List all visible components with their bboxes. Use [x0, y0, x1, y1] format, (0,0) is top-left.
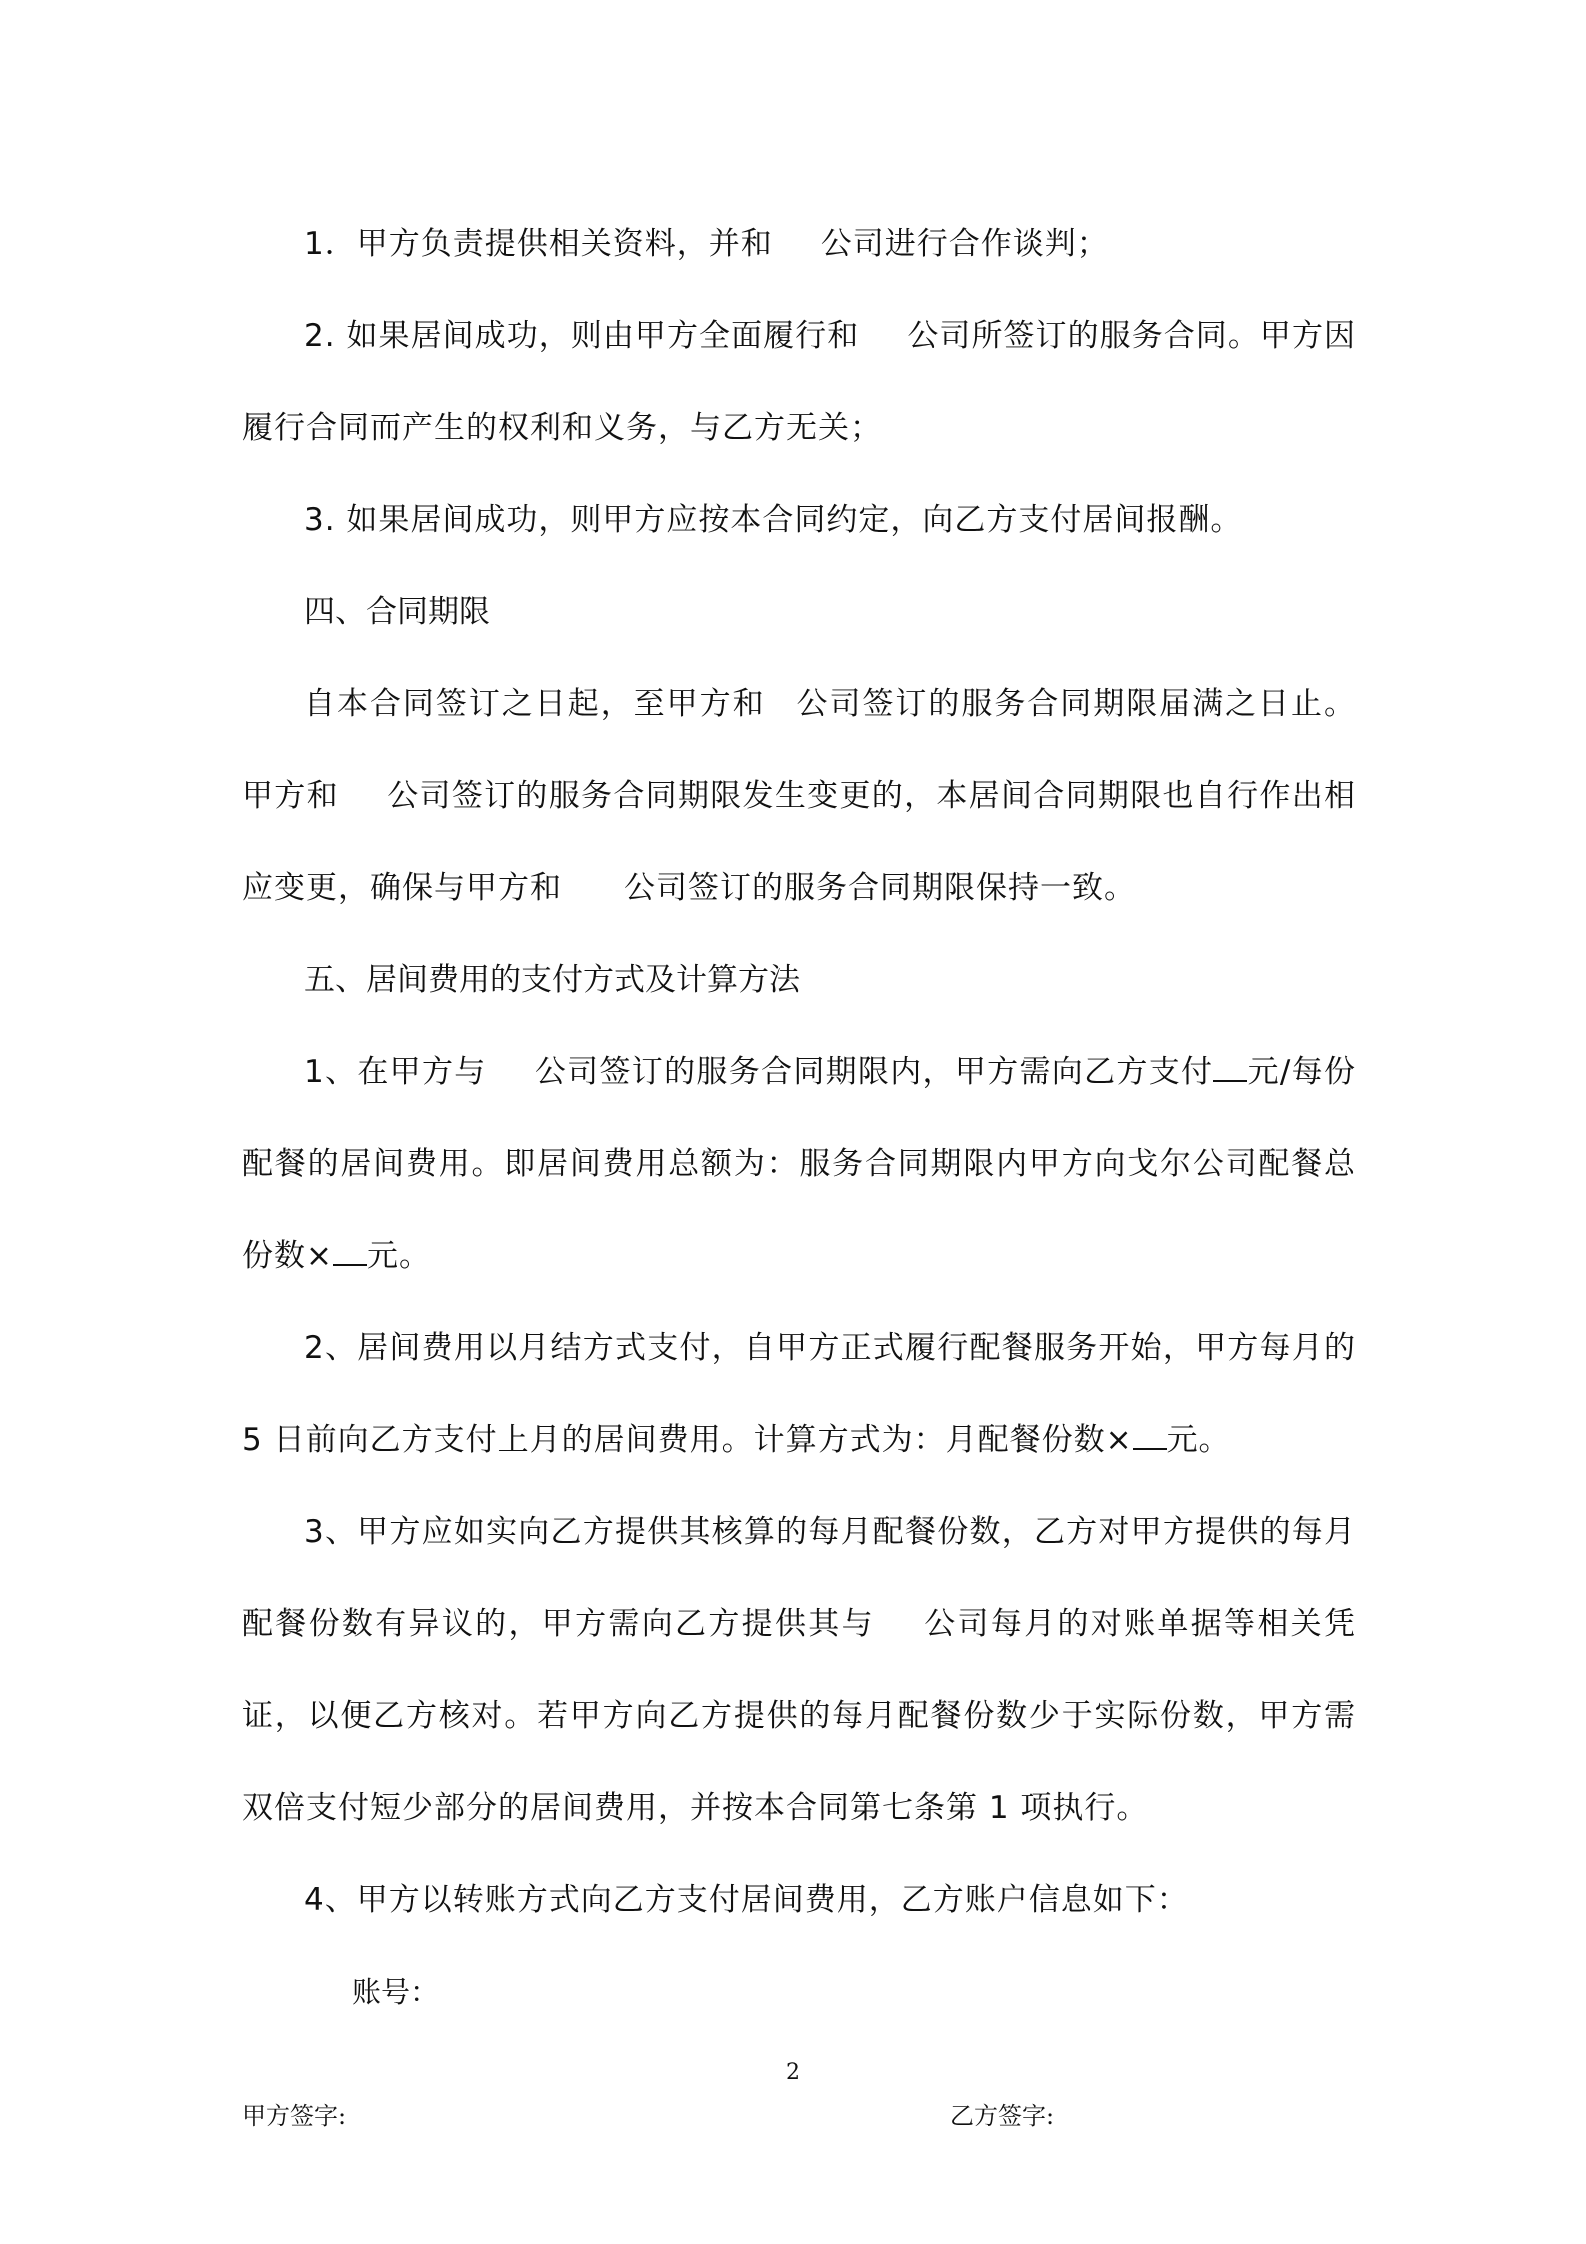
section-4-part-b: 公司签订的服务合同期限届满之日止。甲方和: [242, 686, 1356, 814]
section-4-part-a: 自本合同签订之日起，至甲方和: [304, 686, 766, 722]
party-a-signature-label: 甲方签字:: [242, 2102, 347, 2130]
payment-1-part-c: 元/每份配餐的居间费用。即居间费用总额为：服务合同期限内甲方向戈尔公司配餐总份数×: [242, 1054, 1356, 1274]
clause-1: [242, 198, 1356, 290]
clause-2: [242, 290, 1356, 474]
payment-1-part-a: 1、在甲方与: [304, 1054, 487, 1090]
section-heading-5: 五、居间费用的支付方式及计算方法: [304, 962, 800, 998]
payment-1-part-b: 公司签订的服务合同期限内，甲方需向乙方支付: [534, 1054, 1214, 1090]
payment-2-part-a: 2、居间费用以月结方式支付，自甲方正式履行配餐服务开始，甲方每月的 5 日前向乙方支付上月的居间费用。计算方式为：月配餐份数×: [242, 1330, 1356, 1458]
account-number-label: 账号：: [352, 1975, 440, 2009]
payment-clause-1: [242, 1026, 1356, 1302]
payment-clause-4: 4、甲方以转账方式向乙方支付居间费用，乙方账户信息如下：: [304, 1882, 1189, 1918]
section-4-text: [242, 658, 1356, 934]
payment-3-part-b: 公司每月的对账单据等相关凭证，以便乙方核对。若甲方向乙方提供的每月配餐份数少于实际份数，甲方需双倍支付短少部分的居间费用，并按本合同第七条第 1 项执行。: [242, 1606, 1356, 1826]
fill-in-blank[interactable]: [1133, 1420, 1167, 1450]
clause-2-part-b: 公司所签订的服务合同。甲方因履行合同而产生的权利和义务，与乙方无关；: [242, 318, 1357, 446]
payment-2-part-b: 元。: [1166, 1422, 1231, 1458]
page-number: 2: [786, 2060, 800, 2085]
fill-in-blank[interactable]: [333, 1236, 367, 1266]
payment-clause-2: [242, 1302, 1356, 1486]
party-b-signature-label: 乙方签字:: [950, 2102, 1055, 2130]
clause-3: 3. 如果居间成功，则甲方应按本合同约定，向乙方支付居间报酬。: [304, 502, 1243, 538]
fill-in-blank[interactable]: [1213, 1052, 1247, 1082]
clause-1-part-a: 1．甲方负责提供相关资料，并和: [304, 226, 773, 262]
payment-3-part-a: 3、甲方应如实向乙方提供其核算的每月配餐份数，乙方对甲方提供的每月配餐份数有异议的，甲方需向乙方提供其与: [242, 1514, 1356, 1642]
payment-1-part-d: 元。: [366, 1238, 431, 1274]
document-body: [242, 198, 1356, 2038]
section-4-part-d: 公司签订的服务合同期限保持一致。: [624, 870, 1136, 906]
clause-2-part-a: 2. 如果居间成功，则由甲方全面履行和: [304, 318, 860, 354]
section-4-part-c: 公司签订的服务合同期限发生变更的，本居间合同期限也自行作出相应变更，确保与甲方和: [242, 778, 1357, 906]
clause-1-part-b: 公司进行合作谈判；: [820, 226, 1109, 262]
section-heading-4: 四、合同期限: [304, 594, 490, 630]
payment-clause-3: [242, 1486, 1356, 1854]
